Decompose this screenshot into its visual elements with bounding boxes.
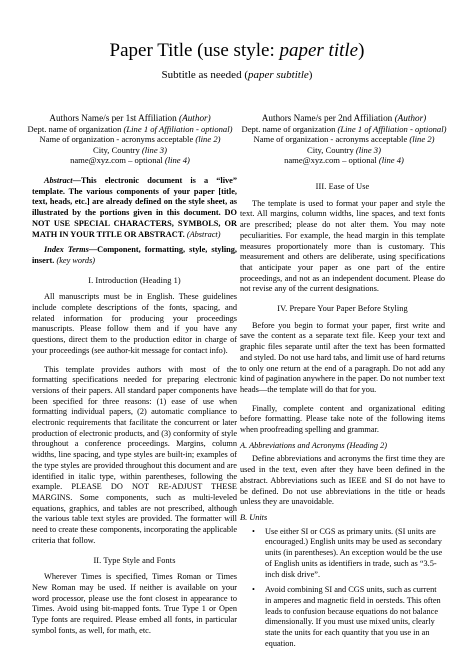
author-dept	[20, 124, 240, 134]
abstract-lead: Abstract	[44, 176, 73, 185]
author-org-text: Name of organization - acronyms acceptable	[39, 134, 196, 145]
units-bullet-1: Use either SI or CGS as primary units. (SI units are encouraged.) English units may be used as secondary units (in parentheses). An exception would be the use of English units as identifiers in trade, such as “3.5-inch disk drive”.	[265, 526, 443, 579]
author-email-text: name@xyz.com – optional	[70, 155, 165, 166]
author-org-tag: (line 2)	[409, 134, 435, 145]
author-org	[234, 134, 454, 144]
author-org-text: Name of organization - acronyms acceptable	[253, 134, 410, 145]
author-city-tag: (line 3)	[355, 144, 381, 155]
prepare-paragraph-1: Before you begin to format your paper, first write and save the content as a separate text file. Keep your text and graphic files separate until after the text has been formatted and styled. Do not use hard tabs, and limit use of hard returns to only one return at the end of a paragraph. Do not add any kind of pagination anywhere in the paper. Do not number text heads—the template will do that for you.	[240, 320, 445, 394]
author-name-tag: (Author)	[179, 113, 211, 123]
author-org-tag: (line 2)	[195, 134, 221, 145]
units-bullet-2: Avoid combining SI and CGS units, such as current in amperes and magnetic field in oersteds. This often leads to confusion because equations do not balance dimensionally. If you must use mixed units, clearly state the units for each quantity that you use in an equation.	[265, 585, 441, 648]
list-item	[252, 527, 445, 581]
author-city	[20, 145, 240, 155]
author-dept-text: Dept. name of organization	[27, 124, 124, 134]
subsection-heading-units: B. Units	[240, 512, 268, 522]
author-email-text: name@xyz.com – optional	[284, 155, 379, 166]
author-dept-tag: (Line 1 of Affiliation - optional)	[123, 124, 233, 134]
section-heading-ease-of-use: III. Ease of Use	[315, 182, 370, 191]
author-block-1	[20, 112, 240, 166]
author-name	[20, 112, 240, 124]
subtitle-italic-text: paper subtitle	[247, 69, 309, 81]
author-org	[20, 134, 240, 144]
author-name-text: Authors Name/s per 1st Affiliation	[49, 113, 180, 123]
index-terms-lead: Index Terms	[44, 245, 89, 255]
subtitle-end-text: )	[308, 69, 313, 81]
index-terms	[32, 245, 237, 266]
right-column	[240, 168, 445, 649]
prepare-paragraph-2: Finally, complete content and organizational editing before formatting. Please take note of the following items when proofreading spelling and grammar.	[240, 403, 445, 435]
title-main-text: Paper Title (use style:	[109, 40, 280, 61]
bullet-icon: •	[252, 585, 255, 595]
abstract-text: —This electronic document is a “live” template. The various components of your paper [title, text, heads, etc.] are already defined on the style sheet, as illustrated by the portions given in this document. DO NOT USE SPECIAL CHARACTERS, SYMBOLS, OR MATH IN YOUR TITLE OR ABSTRACT.	[32, 176, 237, 239]
author-email	[20, 155, 240, 165]
list-item	[252, 585, 445, 649]
section-heading-introduction: I. Introduction (Heading 1)	[88, 275, 181, 285]
paper-title	[0, 40, 474, 62]
author-dept	[234, 124, 454, 134]
subtitle-main-text: Subtitle as needed (	[161, 69, 248, 81]
type-style-paragraph: Wherever Times is specified, Times Roman or Times New Roman may be used. If neither is available on your word processor, please use the font closest in appearance to Times. Avoid using bit-mapped fonts. True Type 1 or Open Type fonts are required. Please embed all fonts, in particular symbol fonts, as well, for math, etc.	[32, 572, 237, 635]
author-city-text: City, Country	[307, 144, 356, 155]
intro-paragraph-1: All manuscripts must be in English. These guidelines include complete descriptions of the fonts, spacing, and related information for producing your proceedings manuscripts. Please follow them and if you have any questions, direct them to the production editor in charge of your proceedings (see author-kit message for contact info).	[32, 292, 237, 355]
title-end-text: )	[358, 40, 365, 61]
author-name-tag: (Author)	[394, 113, 427, 123]
index-terms-tag: (key words)	[56, 255, 96, 265]
section-heading-prepare-paper: IV. Prepare Your Paper Before Styling	[277, 304, 408, 314]
author-dept-text: Dept. name of organization	[241, 124, 338, 134]
subsection-heading-abbreviations: A. Abbreviations and Acronyms (Heading 2)	[240, 440, 388, 450]
section-heading-type-style: II. Type Style and Fonts	[93, 555, 176, 565]
author-email-tag: (line 4)	[378, 155, 404, 166]
abstract-tag: (Abstract)	[186, 229, 221, 239]
ease-of-use-paragraph: The template is used to format your paper and style the text. All margins, column widths, line spaces, and text fonts are prescribed; please do not alter them. You may note peculiarities. For example, the head margin in this template measures proportionately more than is customary. This measurement and others are deliberate, using specifications that anticipate your paper as one part of the entire proceedings, and not as an independent document. Please do not revise any of the current designations.	[240, 198, 445, 294]
author-email-tag: (line 4)	[164, 155, 190, 166]
author-city-tag: (line 3)	[141, 144, 167, 155]
author-dept-tag: (Line 1 of Affiliation - optional)	[337, 124, 447, 134]
abbreviations-paragraph: Define abbreviations and acronyms the first time they are used in the text, even after they have been defined in the abstract. Abbreviations such as IEEE and SI do not have to be defined. Do not use abbreviations in the title or heads unless they are unavoidable.	[240, 454, 445, 507]
author-email	[234, 155, 454, 165]
abstract	[32, 176, 237, 240]
author-name	[234, 112, 454, 124]
paper-subtitle	[0, 69, 474, 82]
left-column	[32, 168, 237, 636]
bullet-icon: •	[252, 526, 255, 536]
author-city	[234, 145, 454, 155]
title-italic-text: paper title	[279, 40, 359, 61]
author-name-text: Authors Name/s per 2nd Affiliation	[261, 113, 395, 123]
author-city-text: City, Country	[93, 144, 142, 155]
index-terms-text: —Component, formatting, style, styling, insert.	[32, 245, 237, 265]
intro-paragraph-2: This template provides authors with most of the formatting specifications needed for preparing electronic versions of their papers. All standard paper components have been specified for three reasons: (1) ease of use when formatting individual papers, (2) automatic compliance to electronic requirements that facilitate the concurrent or later production of electronic products, and (3) conformity of style throughout a conference proceedings. Margins, column widths, line spacing, and type styles are built-in; examples of the type styles are provided throughout this document and are identified in italic type, within parentheses, following the example. PLEASE DO NOT RE-ADJUST THESE MARGINS. Some components, such as multi-leveled equations, graphics, and tables are not prescribed, although the various table text styles are provided. The formatter will need to create these components, incorporating the applicable criteria that follow.	[32, 364, 237, 545]
author-block-2	[234, 112, 454, 166]
